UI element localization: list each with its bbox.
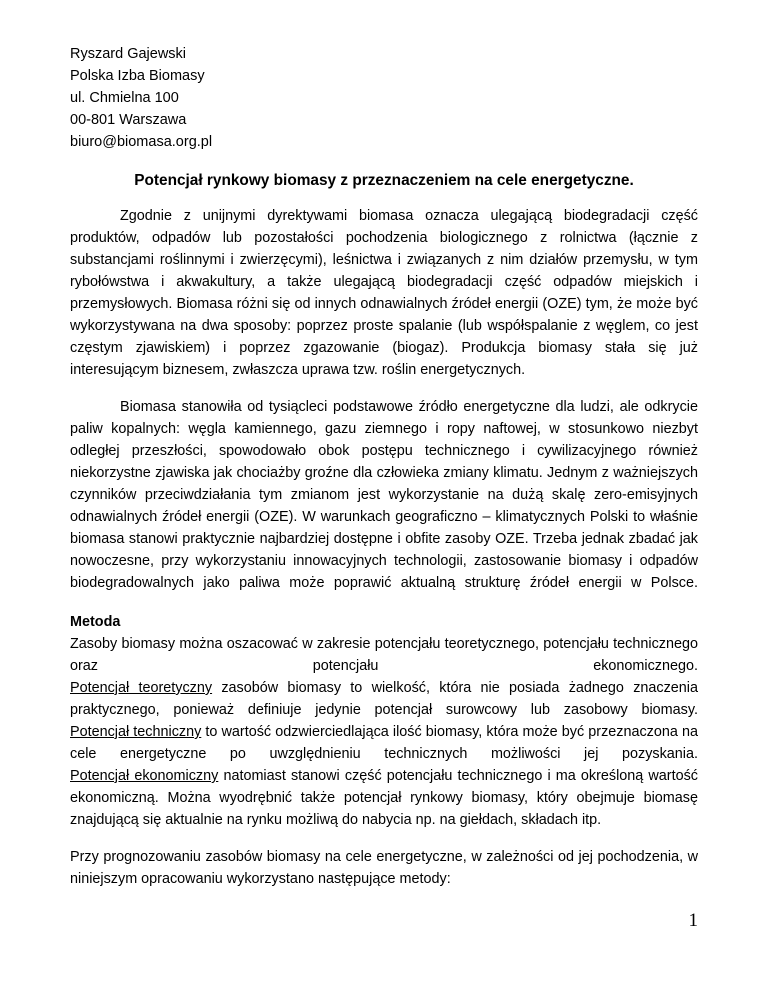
term-technical-potential: Potencjał techniczny: [70, 724, 202, 740]
author-address-block: [70, 43, 212, 153]
term-theoretical-potential: Potencjał teoretyczny: [70, 680, 213, 696]
technical-potential-text: to wartość odzwierciedlająca ilość biomasy, która może być przeznaczona na cele energetyczne po uwzględnieniu technicznych możliwości jej pozyskania.: [70, 724, 698, 762]
paragraph-metoda-intro: Zasoby biomasy można oszacować w zakresie potencjału teoretycznego, potencjału technicznego oraz potencjału ekonomicznego.: [70, 636, 698, 674]
author-name: Ryszard Gajewski: [70, 46, 187, 62]
document-body: [70, 205, 698, 890]
paragraph-theoretical-potential: [70, 677, 698, 721]
theoretical-potential-text: zasobów biomasy to wielkość, która nie posiada żadnego znaczenia praktycznego, ponieważ definiuje jedynie potencjał surowcowy lub zasobowy biomasy.: [70, 680, 698, 718]
paragraph-technical-potential: [70, 721, 698, 765]
term-economic-potential: Potencjał ekonomiczny: [70, 768, 219, 784]
paragraph-economic-potential: [70, 765, 698, 831]
page-number: 1: [688, 910, 698, 931]
document-title: Potencjał rynkowy biomasy z przeznaczeniem na cele energetyczne.: [134, 172, 634, 189]
paragraph-forecast-methods: Przy prognozowaniu zasobów biomasy na cele energetyczne, w zależności od jej pochodzenia, w niniejszym opracowaniu wykorzystano następujące metody:: [70, 849, 698, 887]
organization-name: Polska Izba Biomasy: [70, 68, 205, 84]
street-address: ul. Chmielna 100: [70, 90, 179, 106]
paragraph-definition: Zgodnie z unijnymi dyrektywami biomasa oznacza ulegającą biodegradacji część produktów, odpadów lub pozostałości pochodzenia biologicznego z rolnictwa (łącznie z substancjami roślinnymi i zwierzęcymi), leśnictwa i związanych z nim działów przemysłu, w tym rybołówstwa i akwakultury, a także ulegającą biodegradacji część odpadów miejskich i przemysłowych. Biomasa różni się od innych odnawialnych źródeł energii (OZE) tym, że może być wykorzystywana na dwa sposoby: poprzez proste spalanie (lub współspalanie z węglem, co jest częstym zjawiskiem) i poprzez zgazowanie (biogaz). Produkcja biomasy stała się już interesującym biznesem, zwłaszcza uprawa tzw. roślin energetycznych.: [70, 208, 698, 378]
postal-city: 00-801 Warszawa: [70, 112, 187, 128]
email-address: biuro@biomasa.org.pl: [70, 134, 213, 150]
paragraph-history: Biomasa stanowiła od tysiącleci podstawowe źródło energetyczne dla ludzi, ale odkrycie paliw kopalnych: węgla kamiennego, gazu ziemnego i ropy naftowej, w stosunkowo niezbyt odległej przeszłości, spowodowało obok postępu technicznego i cywilizacyjnego również niekorzystne zjawiska jak chociażby groźne dla człowieka zmiany klimatu. Jednym z ważniejszych czynników przeciwdziałania tym zmianom jest wykorzystanie na dużą skalę zero-emisyjnych odnawialnych źródeł energii (OZE). W warunkach geograficzno – klimatycznych Polski to właśnie biomasa stanowi praktycznie najbardziej dostępne i obfite zasoby OZE. Trzeba jednak zbadać jak nowoczesne, przy wykorzystaniu innowacyjnych technologii, zastosowanie biomasy i odpadów biodegradowalnych jako paliwa może poprawić aktualną strukturę źródeł energii w Polsce.: [70, 399, 698, 591]
section-heading-metoda: Metoda: [70, 614, 121, 630]
economic-potential-text: natomiast stanowi część potencjału technicznego i ma określoną wartość ekonomiczną. Można wyodrębnić także potencjał rynkowy biomasy, który obejmuje biomasę znajdującą się aktualnie na rynku możliwą do nabycia np. na giełdach, składach itp.: [70, 768, 698, 828]
